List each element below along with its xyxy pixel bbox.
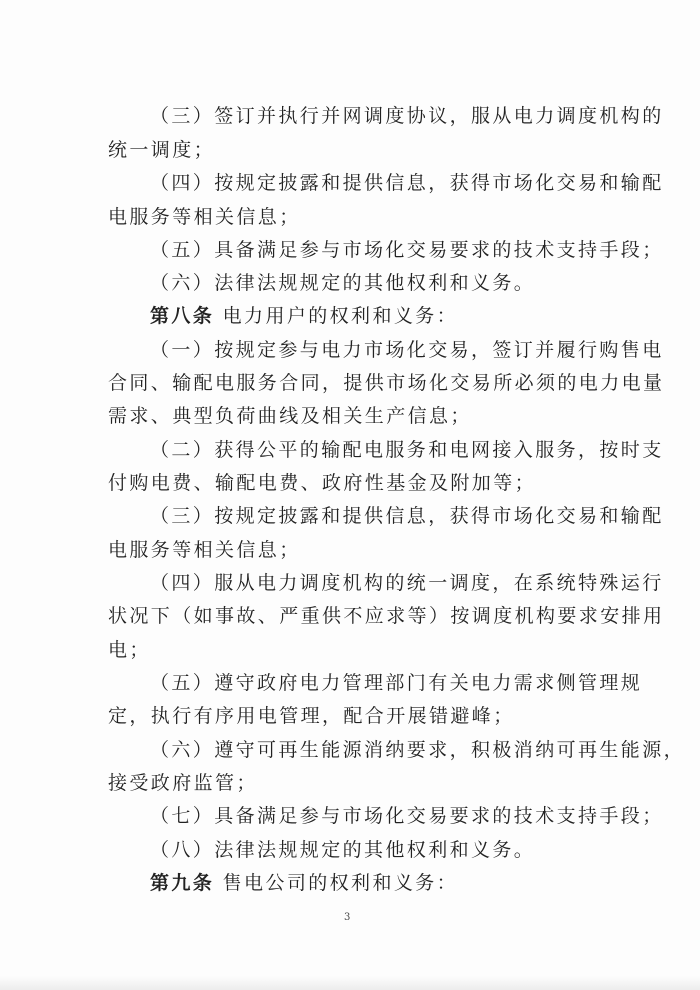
article-title: 售电公司的权利和义务： bbox=[214, 872, 459, 894]
text-line: 电； bbox=[108, 639, 151, 661]
text-line: 需求、典型负荷曲线及相关生产信息； bbox=[108, 405, 472, 427]
text-line: 电服务等相关信息； bbox=[108, 539, 301, 561]
text-line: （三）按规定披露和提供信息，获得市场化交易和输配 bbox=[150, 505, 664, 527]
article-heading bbox=[150, 304, 458, 328]
article-heading bbox=[150, 871, 458, 895]
article-title: 电力用户的权利和义务： bbox=[214, 305, 459, 327]
text-line: （七）具备满足参与市场化交易要求的技术支持手段； bbox=[150, 805, 664, 827]
text-line: （四）按规定披露和提供信息，获得市场化交易和输配 bbox=[150, 172, 664, 194]
text-line: 状况下（如事故、严重供不应求等）按调度机构要求安排用 bbox=[108, 605, 665, 627]
text-line: （六）遵守可再生能源消纳要求，积极消纳可再生能源， bbox=[150, 739, 686, 761]
text-line: （二）获得公平的输配电服务和电网接入服务，按时支 bbox=[150, 439, 664, 461]
text-line: （五）遵守政府电力管理部门有关电力需求侧管理规 bbox=[150, 672, 643, 694]
text-line: （四）服从电力调度机构的统一调度，在系统特殊运行 bbox=[150, 572, 664, 594]
article-number: 第八条 bbox=[150, 305, 215, 327]
text-line: 定，执行有序用电管理，配合开展错避峰； bbox=[108, 705, 515, 727]
text-line: 统一调度； bbox=[108, 139, 216, 161]
text-line: （五）具备满足参与市场化交易要求的技术支持手段； bbox=[150, 239, 664, 261]
article-number: 第九条 bbox=[150, 872, 215, 894]
text-line: 合同、输配电服务合同，提供市场化交易所必须的电力电量 bbox=[108, 372, 665, 394]
text-line: 电服务等相关信息； bbox=[108, 206, 301, 228]
text-line: （一）按规定参与电力市场化交易，签订并履行购售电 bbox=[150, 339, 664, 361]
scan-edge-shading bbox=[0, 976, 700, 990]
text-line: 接受政府监管； bbox=[108, 772, 258, 794]
text-line: 付购电费、输配电费、政府性基金及附加等； bbox=[108, 472, 537, 494]
text-line: （三）签订并执行并网调度协议，服从电力调度机构的 bbox=[150, 105, 664, 127]
page-number: 3 bbox=[344, 912, 351, 923]
text-line: （八）法律法规规定的其他权利和义务。 bbox=[150, 839, 536, 861]
text-line: （六）法律法规规定的其他权利和义务。 bbox=[150, 272, 536, 294]
